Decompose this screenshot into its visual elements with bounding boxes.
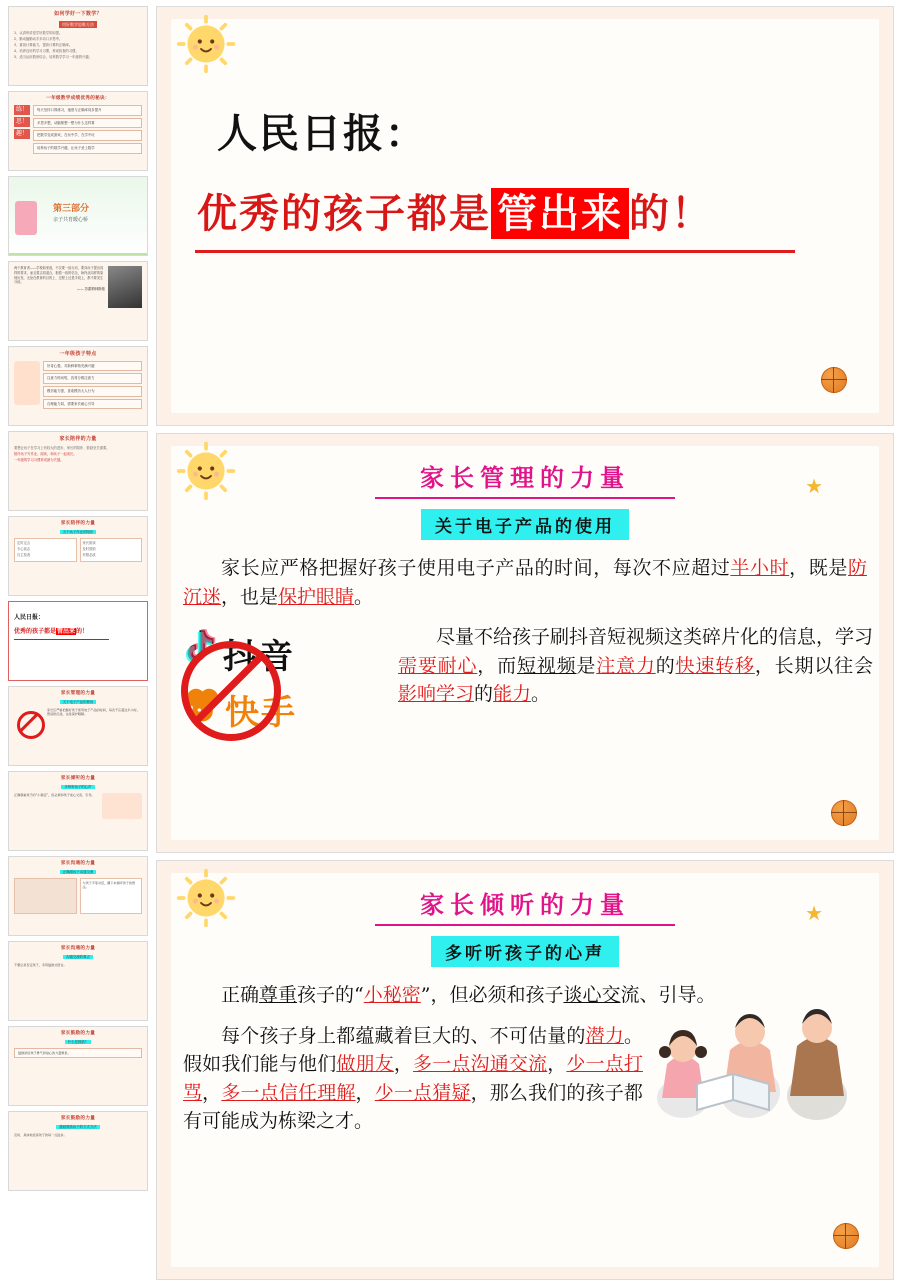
thumb-title: 一年级孩子特点 xyxy=(59,351,97,357)
family-reading-illustration xyxy=(625,972,875,1122)
thumb-subtitle: 沟通交流的要点 xyxy=(63,955,93,959)
thumb-subtitle: 什么是鼓励？ xyxy=(65,1040,91,1044)
text-segment-emphasis: 需要耐心 xyxy=(398,654,478,677)
thumb-item: 好奇心强，对新鲜事物充满兴趣 xyxy=(43,361,142,372)
slide-preview-column xyxy=(156,6,894,1280)
star-icon: ★ xyxy=(805,474,823,498)
thumbnail-slide-9[interactable] xyxy=(8,686,148,766)
thumbnail-slide-3[interactable] xyxy=(8,176,148,256)
thumb-item: 及时鼓励 xyxy=(82,546,96,551)
text-segment-emphasis: 多一点信任理解 xyxy=(221,1081,356,1104)
text-segment: ，长期以往会 xyxy=(754,654,873,677)
thumb-box: 把数学变成游戏，在玩中学，在学中玩 xyxy=(33,130,142,141)
thumb-line: 3、重视计算能力，提高计算的正确率。 xyxy=(14,43,73,48)
paragraph-potential xyxy=(183,1022,643,1136)
text-segment: 。 xyxy=(354,585,374,608)
thumb-subtitle: 关于电子产品的使用 xyxy=(60,700,97,704)
thumb-title: 家长沟通的力量 xyxy=(60,861,96,866)
thumb-body: 与孩子平等对话，蹲下来倾听孩子的想法。 xyxy=(80,878,143,914)
thumb-line: 1、认真听讲是学好数学的前提。 xyxy=(14,31,63,36)
thumb-line: 4、培养良好的学习习惯，养成检查的习惯。 xyxy=(14,48,79,53)
thumb-body xyxy=(14,31,142,59)
thumb-title: 家长鼓励的力量 xyxy=(60,1116,96,1121)
text-segment: ， xyxy=(202,1081,222,1104)
text-segment: ， xyxy=(393,1053,414,1075)
thumb-subtitle: 多听听孩子的心声 xyxy=(61,785,94,789)
text-segment-emphasis: 小秘密 xyxy=(363,984,421,1006)
section-subtitle: 多听听孩子的心声 xyxy=(431,936,619,967)
thumb-item: 有错必改 xyxy=(82,552,96,557)
text-segment-emphasis: 影响学习 xyxy=(398,683,475,705)
thumb-quote-author: —— 苏霍姆林斯基 xyxy=(76,287,105,292)
thumb-body: 鼓励是给孩子勇气和信心的力量源泉。 xyxy=(14,1048,142,1058)
thumb-headline-highlight: 管出来 xyxy=(57,628,76,636)
text-segment: 正确 xyxy=(221,984,260,1006)
thumb-body: 不要总是否定孩子，多用鼓励式语言。 xyxy=(14,962,67,967)
slide-2[interactable] xyxy=(156,433,894,853)
thumbnail-slide-2[interactable] xyxy=(8,91,148,171)
thumb-line: 2、勤动脑勤动手多动口多思考。 xyxy=(14,37,63,42)
thumb-item: 自主检查 xyxy=(17,552,31,557)
thumb-column-left xyxy=(14,538,77,562)
text-segment-emphasis: 多一点沟通交流 xyxy=(413,1053,548,1075)
thumb-title: 家长鼓励的力量 xyxy=(60,1031,96,1036)
section-title-underline xyxy=(375,924,675,926)
headline-underline xyxy=(195,250,795,253)
thumb-title: 家长倾听的力量 xyxy=(60,776,96,781)
section-title: 家长倾听的力量 xyxy=(420,890,630,919)
thumb-badge: 思！ xyxy=(14,117,30,127)
text-segment: 孩子的“ xyxy=(297,984,364,1006)
thumb-title: 家长陪伴的力量 xyxy=(60,521,96,526)
kuaishou-label: 快手 xyxy=(225,693,297,733)
text-segment-emphasis: 谈心交 xyxy=(563,984,621,1006)
thumb-subtitle: 用好数学思维方法 xyxy=(59,21,97,28)
slide-title: 人民日报： xyxy=(217,110,427,157)
prohibition-sign-icon xyxy=(181,641,281,741)
thumb-item: 专心致志 xyxy=(17,546,31,551)
thumb-title: 家长管理的力量 xyxy=(60,691,96,696)
text-segment-emphasis: 短视频 xyxy=(516,654,577,677)
text-segment: ， xyxy=(547,1053,567,1075)
text-segment-emphasis: 注意力 xyxy=(596,654,656,677)
thumb-title: 一年级数学成绩优秀的秘诀： xyxy=(46,96,110,101)
text-segment-emphasis: 保护眼睛 xyxy=(278,585,355,608)
prohibition-sign-icon xyxy=(14,708,44,738)
text-segment: 。假如我们能与他们 xyxy=(183,1024,643,1075)
thumb-line: 5、适当运用数形结合，培养数学学习一年级的兴趣。 xyxy=(14,54,92,59)
slide-3[interactable] xyxy=(156,860,894,1280)
portrait-photo xyxy=(108,266,142,308)
thumbnail-slide-6[interactable] xyxy=(8,431,148,511)
thumb-badge: 趣！ xyxy=(14,129,30,139)
thumb-box: 每天坚持口算练习，速度与正确率同步提升 xyxy=(33,105,142,116)
thumb-column-right xyxy=(80,538,143,562)
family-illustration-icon xyxy=(102,793,142,819)
headline-suffix: 的！ xyxy=(629,190,713,237)
text-segment: ， xyxy=(355,1081,375,1104)
text-segment-emphasis: 半小时 xyxy=(730,557,790,579)
text-segment: ，而 xyxy=(477,654,517,677)
thumbnail-slide-8-current[interactable] xyxy=(8,601,148,681)
text-segment-emphasis: 快速转移 xyxy=(675,654,755,677)
thumb-subtitle: 激励鼓励孩子的方式方法 xyxy=(56,1125,99,1129)
illustration-icon xyxy=(14,878,77,914)
text-segment: ，也是 xyxy=(221,585,279,608)
text-segment: 。 xyxy=(696,984,716,1006)
text-segment: 尽量不给孩子刷抖音短视频这类碎片化的信息，学习 xyxy=(436,626,874,648)
text-segment-emphasis: 潜力 xyxy=(585,1024,624,1047)
thumb-body: 及时、具体地表扬孩子的每一点进步。 xyxy=(14,1132,67,1137)
text-segment: 流、引导 xyxy=(620,984,697,1006)
thumbnail-slide-1[interactable] xyxy=(8,6,148,86)
star-icon: ★ xyxy=(805,901,823,925)
child-illustration-icon xyxy=(14,361,40,405)
thumbnail-slide-11[interactable] xyxy=(8,856,148,936)
slide-headline xyxy=(197,182,863,239)
child-illustration-icon xyxy=(15,201,37,235)
thumb-badge: 练！ xyxy=(14,105,30,115)
thumb-underline xyxy=(14,639,109,640)
slide-thumbnail-rail[interactable] xyxy=(8,6,148,1280)
thumb-headline-suffix: 的！ xyxy=(76,628,89,636)
text-segment: 的 xyxy=(655,654,676,677)
text-segment-emphasis: 防沉迷 xyxy=(183,557,867,608)
thumb-title: 第三部分 xyxy=(53,204,90,214)
thumb-paragraph: 要想让孩子在学习上有较大的进步，家长的陪伴、鼓励至关重要。 xyxy=(14,445,110,450)
text-segment-emphasis: 做朋友 xyxy=(336,1053,394,1075)
thumb-headline-prefix: 优秀的孩子都是 xyxy=(14,628,57,636)
text-segment-emphasis: 少一点打骂 xyxy=(183,1053,643,1104)
headline-prefix: 优秀的孩子都是 xyxy=(197,190,491,237)
text-segment-emphasis: 尊重 xyxy=(259,984,298,1006)
short-video-logos xyxy=(177,623,392,773)
thumb-item: 模仿能力强，喜欢模仿大人行为 xyxy=(43,386,142,397)
text-segment-emphasis: 少一点猜疑 xyxy=(374,1081,471,1104)
thumb-box: 培养孩子的数学兴趣，让孩子爱上数学 xyxy=(33,143,142,154)
section-title: 家长管理的力量 xyxy=(420,463,630,492)
text-segment: ，既是 xyxy=(789,557,848,579)
thumbnail-slide-13[interactable] xyxy=(8,1026,148,1106)
text-segment: ，那么我们的孩子都有可能成为栋梁之才。 xyxy=(183,1081,643,1132)
thumb-subtitle: 亲子共育暖心桥 xyxy=(53,217,89,223)
thumb-item: 定时定点 xyxy=(17,540,31,545)
thumb-body: 正确尊重孩子的“小秘密”，但必须和孩子谈心交流、引导。 xyxy=(14,792,95,797)
sun-icon xyxy=(175,13,237,75)
section-subtitle: 关于电子产品的使用 xyxy=(421,509,629,540)
thumb-item: 家长陪读 xyxy=(82,540,96,545)
thumbnail-slide-14[interactable] xyxy=(8,1111,148,1191)
thumb-title: 家长陪伴的力量 xyxy=(59,436,97,442)
text-segment: 的 xyxy=(474,683,494,705)
headline-highlight: 管出来 xyxy=(491,188,629,239)
thumbnail-slide-12[interactable] xyxy=(8,941,148,1021)
thumbnail-slide-7[interactable] xyxy=(8,516,148,596)
basketball-icon xyxy=(821,367,847,393)
douyin-label: 抖音 xyxy=(223,637,295,677)
logo-and-text-row xyxy=(177,623,873,773)
thumb-title: 家长沟通的力量 xyxy=(60,946,96,951)
thumb-item: 自理能力弱，需要家长耐心引导 xyxy=(43,399,142,410)
thumbnail-slide-10[interactable] xyxy=(8,771,148,851)
thumb-item: 注意力时间短，容易分散注意力 xyxy=(43,373,142,384)
text-segment: 家长应严格把握好孩子使用电子产品的时间，每次不应超过 xyxy=(221,557,731,579)
text-segment: 每个孩子身上都蕴藏着巨大的、不可估量的 xyxy=(221,1024,586,1047)
thumbnail-slide-4[interactable] xyxy=(8,261,148,341)
thumb-paragraph: 一年级的学习习惯养成最为关键。 xyxy=(14,457,64,462)
ground-decoration xyxy=(9,253,147,256)
text-segment: 是 xyxy=(576,654,597,677)
thumb-quote: 两个教育者——学校和家庭，不仅要一致行动，要向孩子提出同样的要求，而且要志同道合，抱着一致的信念，始终从同样的原则出发，无论在教育的目的上、过程上还是手段上，都不要发生分歧。 xyxy=(14,266,104,285)
slide-1[interactable] xyxy=(156,6,894,426)
thumb-subtitle: 关于孩子作业的陪伴 xyxy=(60,530,97,534)
thumb-body: 家长应严格把握好孩子使用电子产品的时间，每次不应超过半小时，既是防沉迷，也是保护眼睛。 xyxy=(47,707,140,717)
paragraph-short-video xyxy=(398,623,873,709)
thumb-headline xyxy=(14,628,142,636)
text-segment-emphasis: 能力 xyxy=(493,683,532,705)
basketball-icon xyxy=(833,1223,859,1249)
basketball-icon xyxy=(831,800,857,826)
section-title-underline xyxy=(375,497,675,499)
text-segment: ”，但必须和孩子 xyxy=(420,984,564,1006)
thumbnail-slide-5[interactable] xyxy=(8,346,148,426)
thumb-title: 人民日报： xyxy=(14,614,45,621)
thumb-box: 多思多想，动脑筋想一想为什么这样算 xyxy=(33,118,142,129)
thumb-subtitle: 正确跟孩子沟通交流 xyxy=(60,870,97,874)
thumb-title: 如何学好一下数学？ xyxy=(54,11,102,17)
paragraph-electronics xyxy=(183,554,867,611)
text-segment: 。 xyxy=(531,683,551,705)
thumb-paragraph: 陪伴孩子写作业、阅读，和孩子一起成长。 xyxy=(14,451,77,456)
